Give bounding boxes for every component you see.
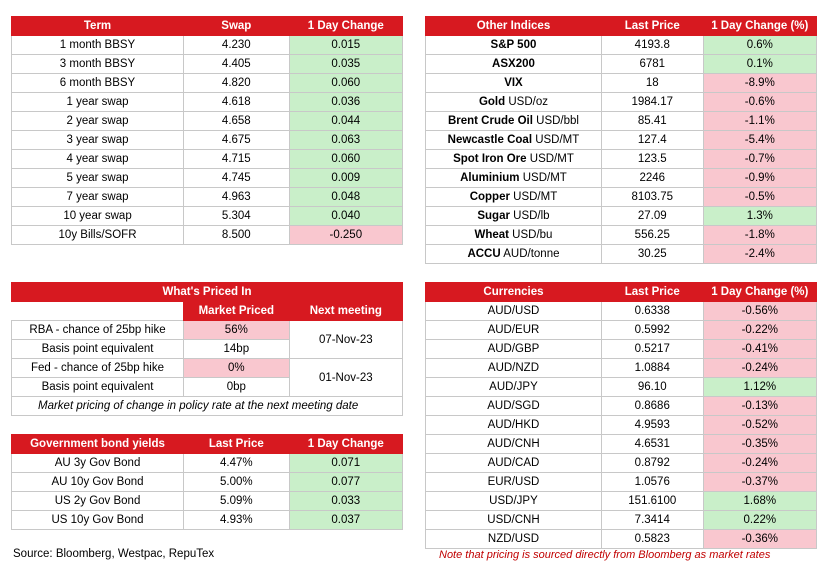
table-row [426,245,817,264]
header-term: Term [12,17,184,36]
fed-value: 0% [184,359,290,378]
price-value: 27.09 [601,207,703,226]
index-unit: AUD/tonne [500,248,560,260]
change-value: 0.044 [289,112,402,131]
index-label: Newcastle Coal [447,134,533,146]
price-value: 7.3414 [601,511,703,530]
header-swap: Swap [184,17,290,36]
priced-in-table [11,282,403,416]
index-label: ASX200 [492,58,535,70]
swap-value: 4.618 [184,93,290,112]
change-value: 0.048 [289,188,402,207]
currency-pair: AUD/JPY [426,378,602,397]
fed-bp-label: Basis point equivalent [12,378,184,397]
change-value: 1.68% [703,492,816,511]
currencies-body [426,302,817,549]
bond-name: US 2y Gov Bond [12,492,184,511]
index-unit: USD/MT [519,172,567,184]
header-next-meeting: Next meeting [289,302,402,321]
rba-label: RBA - chance of 25bp hike [12,321,184,340]
gov-bonds-body [12,454,403,530]
price-value: 30.25 [601,245,703,264]
price-value: 123.5 [601,150,703,169]
index-label: Copper [469,191,510,203]
change-value: -0.13% [703,397,816,416]
price-value: 6781 [601,55,703,74]
price-value: 8103.75 [601,188,703,207]
change-value: -0.35% [703,435,816,454]
table-row [12,359,403,378]
price-value: 151.6100 [601,492,703,511]
header-change-pct: 1 Day Change (%) [703,283,816,302]
index-name [426,93,602,112]
rba-meeting: 07-Nov-23 [289,321,402,359]
price-value: 96.10 [601,378,703,397]
price-value: 4.9593 [601,416,703,435]
header-last-price: Last Price [601,17,703,36]
index-name [426,112,602,131]
price-value: 4.47% [184,454,290,473]
change-value: -2.4% [703,245,816,264]
term-name: 6 month BBSY [12,74,184,93]
swap-value: 5.304 [184,207,290,226]
table-row [12,492,403,511]
swap-value: 8.500 [184,226,290,245]
table-row [426,150,817,169]
price-value: 18 [601,74,703,93]
index-label: VIX [504,77,523,89]
bond-name: AU 3y Gov Bond [12,454,184,473]
swap-rates-table [11,16,403,245]
fed-meeting: 01-Nov-23 [289,359,402,397]
price-value: 0.6338 [601,302,703,321]
blank-cell [12,302,184,321]
term-name: 5 year swap [12,169,184,188]
index-name [426,36,602,55]
currency-pair: AUD/CAD [426,454,602,473]
index-name [426,131,602,150]
rba-bp-value: 14bp [184,340,290,359]
priced-in-title-row [12,283,403,302]
index-unit: USD/bu [508,229,553,241]
index-name [426,55,602,74]
table-header-row [426,283,817,302]
currency-pair: AUD/NZD [426,359,602,378]
change-value: -0.24% [703,359,816,378]
header-last-price: Last Price [184,435,290,454]
currency-pair: AUD/HKD [426,416,602,435]
change-value: -1.1% [703,112,816,131]
price-value: 127.4 [601,131,703,150]
table-row [426,530,817,549]
table-row [12,511,403,530]
term-name: 10y Bills/SOFR [12,226,184,245]
term-name: 1 year swap [12,93,184,112]
table-row [12,36,403,55]
change-value: -0.7% [703,150,816,169]
table-row [426,169,817,188]
change-value: -5.4% [703,131,816,150]
swap-value: 4.963 [184,188,290,207]
currency-pair: NZD/USD [426,530,602,549]
index-label: Gold [478,96,506,108]
index-label: S&P 500 [490,39,537,51]
change-value: -0.24% [703,454,816,473]
swap-value: 4.405 [184,55,290,74]
table-row [12,74,403,93]
currency-pair: AUD/CNH [426,435,602,454]
source-note: Source: Bloomberg, Westpac, RepuTex [13,548,215,560]
header-currencies: Currencies [426,283,602,302]
index-unit: USD/MT [532,134,580,146]
index-label: Sugar [477,210,510,222]
change-value: 0.6% [703,36,816,55]
table-row [12,150,403,169]
currencies-table [425,282,817,549]
index-name [426,169,602,188]
header-change: 1 Day Change [289,435,402,454]
price-value: 0.5992 [601,321,703,340]
index-label: Spot Iron Ore [453,153,527,165]
rba-value: 56% [184,321,290,340]
change-value: 0.077 [289,473,402,492]
table-row [426,302,817,321]
table-row [12,321,403,340]
term-name: 3 month BBSY [12,55,184,74]
swap-value: 4.745 [184,169,290,188]
change-value: 1.12% [703,378,816,397]
change-value: -0.36% [703,530,816,549]
rba-bp-label: Basis point equivalent [12,340,184,359]
index-label: ACCU [467,248,501,260]
table-header-row [426,17,817,36]
table-row [426,226,817,245]
currency-pair: AUD/GBP [426,340,602,359]
table-row [12,131,403,150]
change-value: 1.3% [703,207,816,226]
table-row [426,36,817,55]
price-value: 4.93% [184,511,290,530]
table-row [12,207,403,226]
table-row [12,188,403,207]
price-value: 0.5217 [601,340,703,359]
priced-in-header-row [12,302,403,321]
table-row [426,435,817,454]
change-value: -0.52% [703,416,816,435]
currency-pair: AUD/SGD [426,397,602,416]
index-unit: USD/lb [509,210,550,222]
price-value: 5.09% [184,492,290,511]
swap-value: 4.820 [184,74,290,93]
swap-value: 4.675 [184,131,290,150]
currency-pair: AUD/USD [426,302,602,321]
table-row [426,93,817,112]
table-row [426,416,817,435]
table-row [426,131,817,150]
change-value: -1.8% [703,226,816,245]
currency-pair: USD/JPY [426,492,602,511]
price-value: 0.8792 [601,454,703,473]
change-value: -0.22% [703,321,816,340]
price-value: 556.25 [601,226,703,245]
price-value: 0.8686 [601,397,703,416]
currency-pair: EUR/USD [426,473,602,492]
swap-value: 4.230 [184,36,290,55]
change-value: 0.1% [703,55,816,74]
table-row [12,454,403,473]
change-value: -0.6% [703,93,816,112]
index-unit: USD/MT [509,191,558,203]
priced-in-note: Market pricing of change in policy rate at the next meeting date [12,397,403,416]
swap-rates-body [12,36,403,245]
table-row [426,112,817,131]
gov-bond-yields-table [11,434,403,530]
bond-name: US 10y Gov Bond [12,511,184,530]
change-value: -8.9% [703,74,816,93]
currency-pair: AUD/EUR [426,321,602,340]
table-row [12,93,403,112]
index-unit: USD/oz [505,96,548,108]
term-name: 7 year swap [12,188,184,207]
term-name: 3 year swap [12,131,184,150]
change-value: 0.035 [289,55,402,74]
table-row [426,207,817,226]
header-market-priced: Market Priced [184,302,290,321]
price-value: 1984.17 [601,93,703,112]
price-value: 5.00% [184,473,290,492]
change-value: 0.009 [289,169,402,188]
change-value: -0.41% [703,340,816,359]
table-row [12,397,403,416]
change-value: 0.071 [289,454,402,473]
table-row [426,321,817,340]
change-value: 0.033 [289,492,402,511]
term-name: 4 year swap [12,150,184,169]
table-row [12,169,403,188]
change-value: -0.37% [703,473,816,492]
change-value: 0.060 [289,150,402,169]
change-value: 0.036 [289,93,402,112]
change-value: 0.015 [289,36,402,55]
table-header-row [12,435,403,454]
table-row [426,55,817,74]
table-row [426,340,817,359]
change-value: 0.060 [289,74,402,93]
change-value: 0.063 [289,131,402,150]
change-value: -0.56% [703,302,816,321]
index-name [426,150,602,169]
fed-label: Fed - chance of 25bp hike [12,359,184,378]
index-label: Aluminium [460,172,520,184]
price-value: 4193.8 [601,36,703,55]
change-value: 0.037 [289,511,402,530]
table-row [426,397,817,416]
header-change-pct: 1 Day Change (%) [703,17,816,36]
index-name [426,245,602,264]
table-row [12,112,403,131]
table-row [426,188,817,207]
change-value: 0.040 [289,207,402,226]
index-name [426,74,602,93]
header-indices: Other Indices [426,17,602,36]
table-row [426,454,817,473]
table-row [426,511,817,530]
priced-in-title: What's Priced In [12,283,403,302]
change-value: 0.22% [703,511,816,530]
index-name [426,226,602,245]
other-indices-body [426,36,817,264]
price-value: 0.5823 [601,530,703,549]
swap-value: 4.715 [184,150,290,169]
index-unit: USD/bbl [532,115,579,127]
price-value: 2246 [601,169,703,188]
price-value: 1.0884 [601,359,703,378]
disclaimer-note: Note that pricing is sourced directly from Bloomberg as market rates [439,549,771,561]
table-row [426,378,817,397]
currency-pair: USD/CNH [426,511,602,530]
term-name: 1 month BBSY [12,36,184,55]
price-value: 4.6531 [601,435,703,454]
table-row [426,473,817,492]
swap-value: 4.658 [184,112,290,131]
index-label: Brent Crude Oil [447,115,533,127]
other-indices-table [425,16,817,264]
term-name: 10 year swap [12,207,184,226]
change-value: -0.5% [703,188,816,207]
table-row [12,473,403,492]
header-gov-bonds: Government bond yields [12,435,184,454]
price-value: 85.41 [601,112,703,131]
change-value: -0.250 [289,226,402,245]
bond-name: AU 10y Gov Bond [12,473,184,492]
change-value: -0.9% [703,169,816,188]
table-row [426,359,817,378]
index-name [426,188,602,207]
header-last-price: Last Price [601,283,703,302]
header-change: 1 Day Change [289,17,402,36]
index-unit: USD/MT [526,153,574,165]
table-row [426,74,817,93]
price-value: 1.0576 [601,473,703,492]
index-label: Wheat [474,229,509,241]
term-name: 2 year swap [12,112,184,131]
table-header-row [12,17,403,36]
index-name [426,207,602,226]
fed-bp-value: 0bp [184,378,290,397]
table-row [12,55,403,74]
table-row [12,226,403,245]
table-row [426,492,817,511]
